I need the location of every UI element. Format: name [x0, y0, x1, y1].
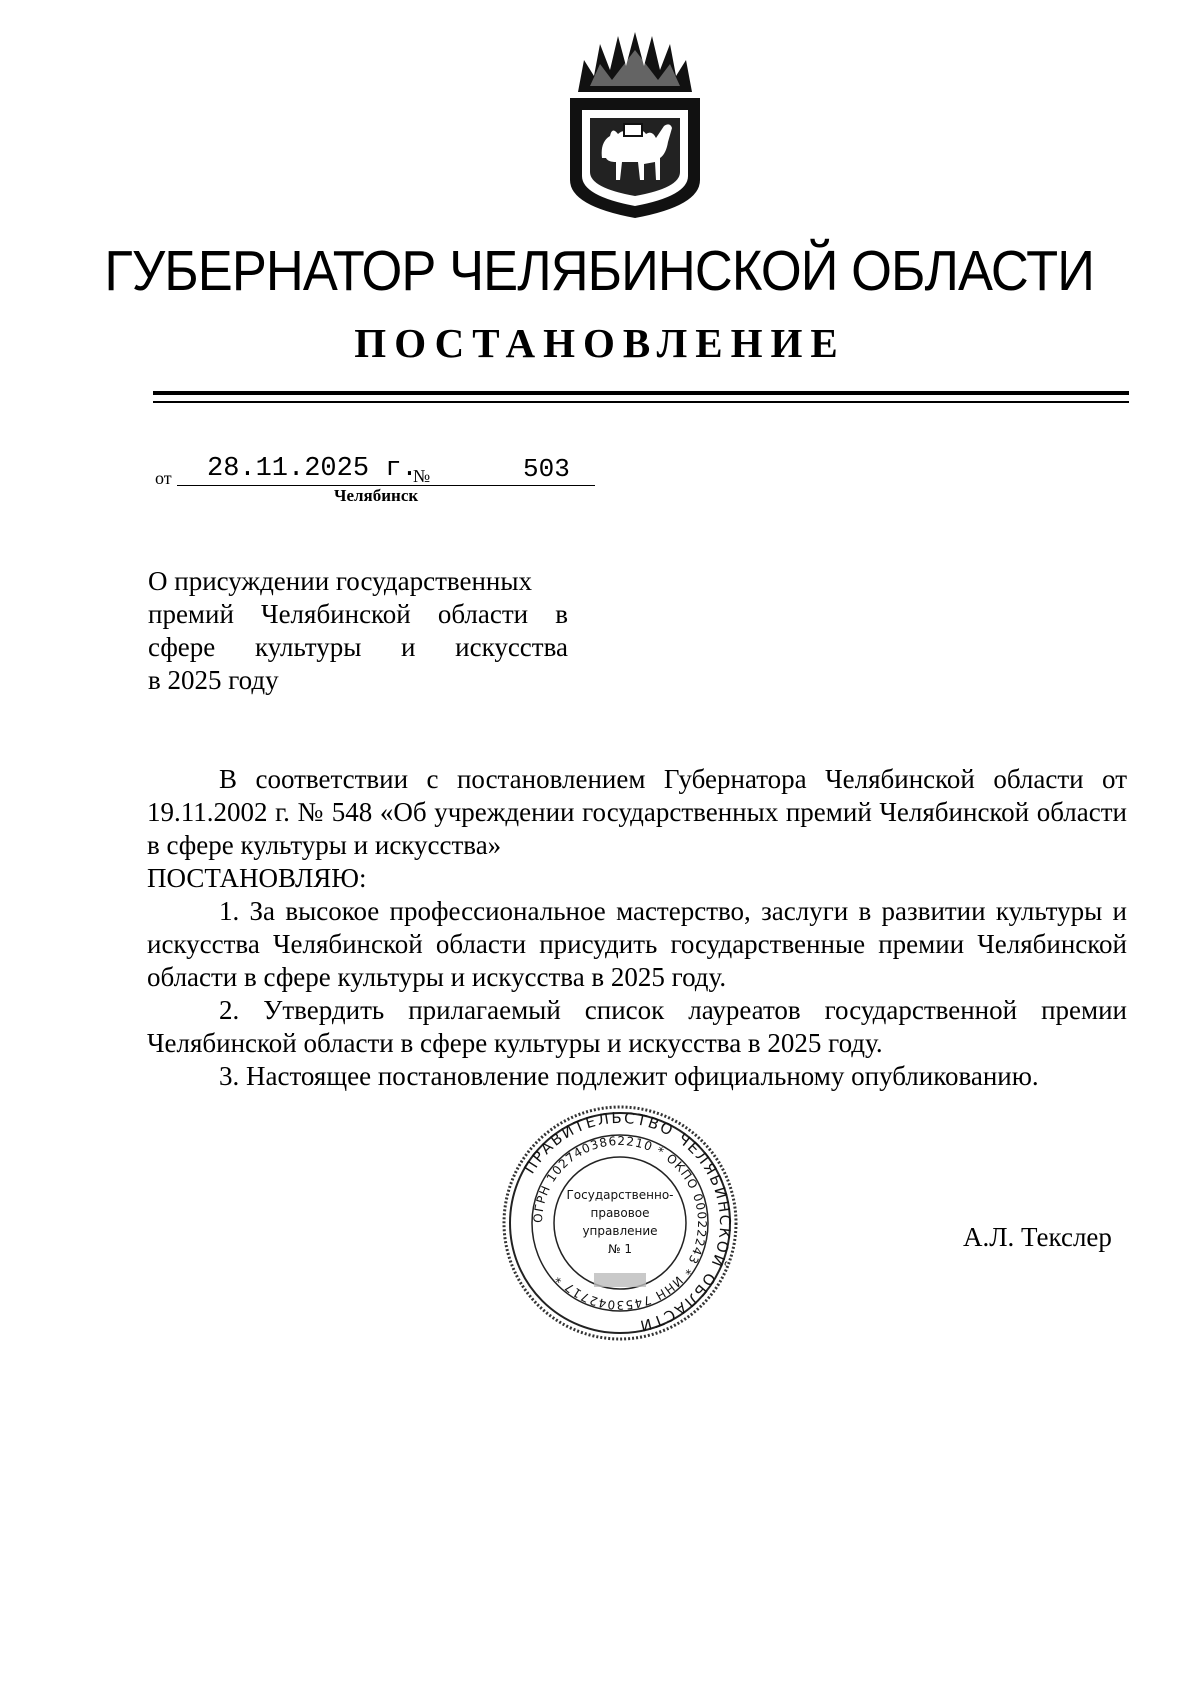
subject-word: премий: [148, 599, 234, 629]
document-type: ПОСТАНОВЛЕНИЕ: [354, 320, 846, 366]
document-date-row: [155, 452, 595, 488]
subject-line: О присуждении государственных: [148, 566, 533, 596]
document-body: [147, 763, 1127, 1093]
subject-word: сфере: [148, 632, 216, 662]
subject-word: Челябинской: [261, 599, 411, 629]
item-2-paragraph: 2. Утвердить прилагаемый список лауреатов государственной премии Челябинской области в сфере культуры и искусства в 2025 году.: [147, 995, 1127, 1058]
seal-ring-text: ОГРН 1027403862210 * ОКПО 00022243 * ИНН 7453042717 *: [530, 1133, 710, 1313]
subject-line: [148, 598, 568, 631]
coat-of-arms-emblem: [560, 30, 710, 220]
header-rule-thin: [153, 401, 1129, 403]
document-number: 503: [523, 454, 570, 484]
organization-title: ГУБЕРНАТОР ЧЕЛЯБИНСКОЙ ОБЛАСТИ: [104, 239, 1095, 303]
seal-center-line: Государственно-: [566, 1188, 674, 1202]
item-1-paragraph: 1. За высокое профессиональное мастерство, заслуги в развитии культуры и искусства Челябинской области присудить государственные премии Челябинской области в сфере культуры и искусства в 2025 году.: [147, 896, 1127, 992]
issue-city: Челябинск: [334, 486, 419, 505]
decree-word: ПОСТАНОВЛЯЮ:: [147, 863, 367, 893]
subject-word: искусства: [455, 632, 568, 662]
number-field: [445, 452, 595, 486]
document-subject: [148, 565, 568, 697]
document-date: 28.11.2025 г.: [207, 454, 418, 484]
signatory-name: А.Л. Текслер: [963, 1222, 1112, 1252]
date-label: от: [155, 468, 172, 488]
item-3-paragraph: 3. Настоящее постановление подлежит официальному опубликованию.: [219, 1061, 1039, 1091]
header-rule-thick: [153, 391, 1129, 395]
seal-center-line: управление: [582, 1224, 658, 1238]
subject-line: в 2025 году: [148, 665, 279, 695]
subject-word: культуры: [254, 632, 362, 662]
seal-center-line: правовое: [590, 1206, 650, 1220]
seal-outer-text: ПРАВИТЕЛЬСТВО ЧЕЛЯБИНСКОЙ ОБЛАСТИ: [520, 1108, 735, 1336]
official-seal: [500, 1103, 740, 1343]
subject-line: [148, 631, 568, 664]
seal-center-line: № 1: [608, 1242, 632, 1256]
preamble-paragraph: В соответствии с постановлением Губернатора Челябинской области от 19.11.2002 г. № 548 «Об учреждении государственных премий Челябинской области в сфере культуры и искусства»: [147, 764, 1127, 860]
subject-word: в: [555, 599, 568, 629]
number-label: №: [413, 466, 431, 486]
subject-word: области: [437, 599, 529, 629]
subject-word: и: [401, 632, 416, 662]
